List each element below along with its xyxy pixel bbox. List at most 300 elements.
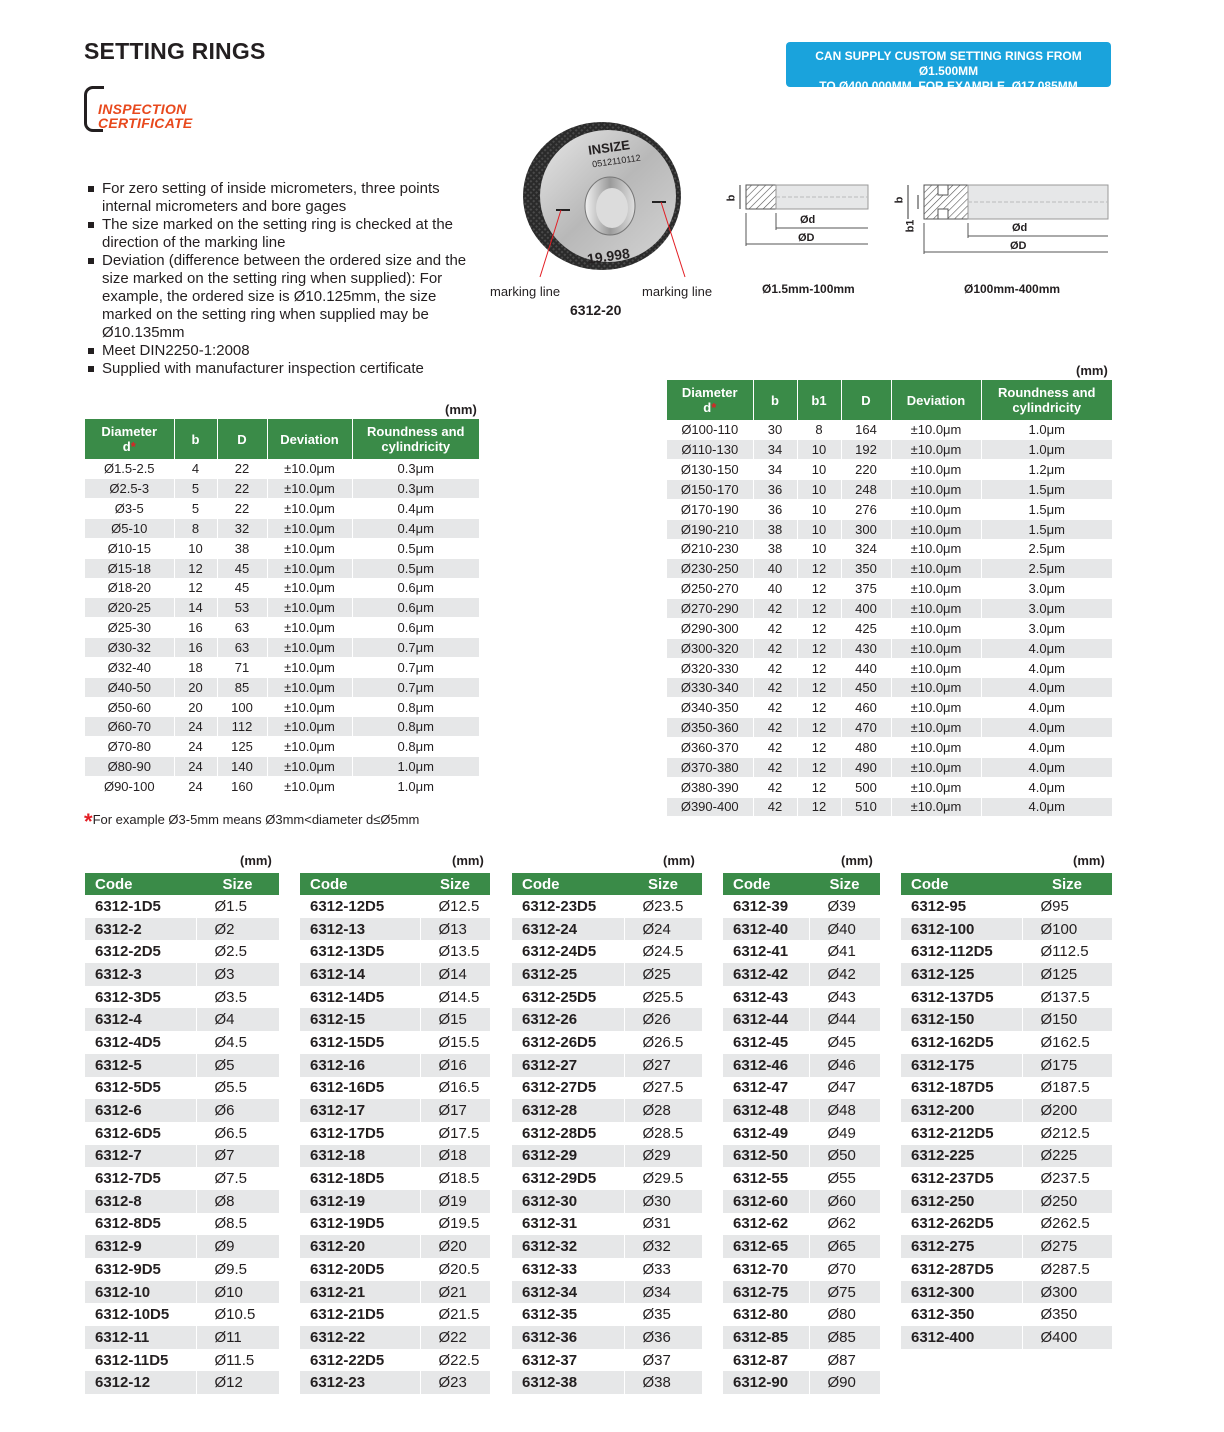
- product-size: Ø225: [1022, 1145, 1112, 1168]
- table-cell: Ø350-360: [667, 718, 753, 738]
- product-size: Ø350: [1022, 1303, 1112, 1326]
- table-row: [85, 940, 279, 963]
- table-row: [901, 986, 1112, 1009]
- table-row: [85, 697, 479, 717]
- table-row: [901, 940, 1112, 963]
- product-code: 6312-4D5: [85, 1031, 196, 1054]
- product-size: Ø112.5: [1022, 940, 1112, 963]
- table-row: [85, 1167, 279, 1190]
- product-size: Ø250: [1022, 1190, 1112, 1213]
- table-cell: ±10.0μm: [891, 499, 981, 519]
- table-cell: ±10.0μm: [267, 737, 352, 757]
- table-cell: Ø270-290: [667, 599, 753, 619]
- table-row: [667, 420, 1112, 440]
- table-cell: Ø25-30: [85, 618, 174, 638]
- table-row: [85, 459, 479, 479]
- table-row: [85, 499, 479, 519]
- product-code: 6312-85: [723, 1326, 809, 1349]
- table-cell: ±10.0μm: [891, 599, 981, 619]
- product-size: Ø55: [809, 1167, 880, 1190]
- product-code: 6312-90: [723, 1371, 809, 1394]
- table-row: [512, 1371, 702, 1394]
- marking-line-right-label: marking line: [642, 284, 713, 299]
- table-row: [300, 1054, 490, 1077]
- table-row: [723, 1099, 880, 1122]
- table-row: [512, 1349, 702, 1372]
- large-ring-dimension-drawing: [894, 180, 1114, 256]
- table-cell: ±10.0μm: [891, 797, 981, 817]
- product-size: Ø26: [624, 1008, 702, 1031]
- product-size: Ø25.5: [624, 986, 702, 1009]
- table-cell: 0.7μm: [352, 638, 479, 658]
- product-code: 6312-23D5: [512, 895, 624, 918]
- product-size: Ø23: [420, 1371, 490, 1394]
- table-row: [723, 1167, 880, 1190]
- product-size: Ø38: [624, 1371, 702, 1394]
- table-cell: 22: [217, 479, 267, 499]
- product-code: 6312-55: [723, 1167, 809, 1190]
- table-cell: 430: [841, 638, 891, 658]
- table-cell: 38: [753, 539, 797, 559]
- table-cell: ±10.0μm: [891, 480, 981, 500]
- table-row: [300, 1235, 490, 1258]
- table-row: [300, 1122, 490, 1145]
- table-row: [85, 1054, 279, 1077]
- table-cell: 300: [841, 519, 891, 539]
- table-cell: 0.7μm: [352, 657, 479, 677]
- table-cell: Ø330-340: [667, 678, 753, 698]
- table-cell: 1.0μm: [352, 777, 479, 797]
- product-size: Ø44: [809, 1008, 880, 1031]
- table-cell: 40: [753, 559, 797, 579]
- product-size: Ø5.5: [196, 1077, 279, 1100]
- table-row: [85, 657, 479, 677]
- table-cell: 71: [217, 657, 267, 677]
- product-code: 6312-49: [723, 1122, 809, 1145]
- product-size: Ø40: [809, 918, 880, 941]
- header-code: Code: [300, 873, 420, 895]
- header-D: D: [841, 380, 891, 420]
- table-cell: 38: [753, 519, 797, 539]
- table-row: [300, 1326, 490, 1349]
- product-size: Ø237.5: [1022, 1167, 1112, 1190]
- table-cell: ±10.0μm: [891, 519, 981, 539]
- table-cell: Ø10-15: [85, 538, 174, 558]
- table-row: [667, 519, 1112, 539]
- code-table-1: [85, 873, 279, 1394]
- banner-line-2: TO Ø400.000MM, FOR EXAMPLE, Ø17.085MM: [819, 79, 1078, 93]
- product-code: 6312-287D5: [901, 1258, 1022, 1281]
- table-cell: 12: [797, 698, 841, 718]
- product-size: Ø46: [809, 1054, 880, 1077]
- table-cell: 10: [797, 480, 841, 500]
- page-title: SETTING RINGS: [84, 38, 266, 64]
- table-cell: 4.0μm: [981, 797, 1112, 817]
- dim-b-label: b: [893, 196, 906, 204]
- table-row: [300, 986, 490, 1009]
- product-size: Ø7.5: [196, 1167, 279, 1190]
- product-code: 6312-27: [512, 1054, 624, 1077]
- table-cell: 10: [797, 499, 841, 519]
- table-row: [300, 963, 490, 986]
- table-row: [85, 1190, 279, 1213]
- ring-serial: 0512110112: [591, 152, 642, 170]
- table-row: [512, 1122, 702, 1145]
- table-cell: 63: [217, 618, 267, 638]
- table-cell: 12: [797, 638, 841, 658]
- product-code: 6312-60: [723, 1190, 809, 1213]
- figure-model-code: 6312-20: [570, 302, 622, 318]
- product-code: 6312-34: [512, 1281, 624, 1304]
- table-cell: 324: [841, 539, 891, 559]
- table-row: [300, 1008, 490, 1031]
- table-cell: 0.6μm: [352, 598, 479, 618]
- table-cell: ±10.0μm: [267, 499, 352, 519]
- product-size: Ø90: [809, 1371, 880, 1394]
- product-code: 6312-80: [723, 1303, 809, 1326]
- table-cell: Ø40-50: [85, 677, 174, 697]
- product-size: Ø21: [420, 1281, 490, 1304]
- table-row: [85, 1326, 279, 1349]
- table-cell: ±10.0μm: [891, 738, 981, 758]
- product-code: 6312-212D5: [901, 1122, 1022, 1145]
- product-size: Ø200: [1022, 1099, 1112, 1122]
- table-row: [300, 1349, 490, 1372]
- table-cell: 10: [174, 538, 217, 558]
- product-size: Ø4: [196, 1008, 279, 1031]
- table-cell: 4.0μm: [981, 698, 1112, 718]
- table-cell: 12: [797, 738, 841, 758]
- product-code: 6312-1D5: [85, 895, 196, 918]
- table-row: [512, 1281, 702, 1304]
- code-table-2: [300, 873, 490, 1394]
- product-size: Ø27: [624, 1054, 702, 1077]
- table-row: [901, 1167, 1112, 1190]
- table-row: [512, 1099, 702, 1122]
- table-row: [85, 1371, 279, 1394]
- table-row: [85, 918, 279, 941]
- table-row: [85, 895, 279, 918]
- footnote-star: *: [84, 809, 93, 834]
- product-size: Ø137.5: [1022, 986, 1112, 1009]
- product-size: Ø24.5: [624, 940, 702, 963]
- product-size: Ø28: [624, 1099, 702, 1122]
- table-row: [512, 1054, 702, 1077]
- table-row: [667, 499, 1112, 519]
- product-code: 6312-40: [723, 918, 809, 941]
- table-cell: Ø90-100: [85, 777, 174, 797]
- header-deviation: Deviation: [891, 380, 981, 420]
- table-row: [85, 1303, 279, 1326]
- table-row: [667, 777, 1112, 797]
- table-cell: ±10.0μm: [267, 598, 352, 618]
- table-row: [512, 1031, 702, 1054]
- product-code: 6312-26D5: [512, 1031, 624, 1054]
- table-cell: Ø60-70: [85, 717, 174, 737]
- product-size: Ø31: [624, 1213, 702, 1236]
- table-cell: 480: [841, 738, 891, 758]
- table-cell: 10: [797, 519, 841, 539]
- table-cell: 4.0μm: [981, 678, 1112, 698]
- product-code: 6312-62: [723, 1213, 809, 1236]
- table-cell: ±10.0μm: [891, 678, 981, 698]
- table-cell: 24: [174, 737, 217, 757]
- table-cell: 12: [797, 599, 841, 619]
- table-cell: ±10.0μm: [267, 459, 352, 479]
- table-cell: 490: [841, 757, 891, 777]
- product-code: 6312-25D5: [512, 986, 624, 1009]
- table-cell: 276: [841, 499, 891, 519]
- table-row: [667, 460, 1112, 480]
- table-cell: 16: [174, 618, 217, 638]
- table-row: [667, 599, 1112, 619]
- table-row: [85, 963, 279, 986]
- table-cell: 36: [753, 480, 797, 500]
- table-cell: 0.5μm: [352, 558, 479, 578]
- table-cell: 20: [174, 697, 217, 717]
- product-size: Ø37: [624, 1349, 702, 1372]
- table-cell: 20: [174, 677, 217, 697]
- table-cell: 220: [841, 460, 891, 480]
- product-code: 6312-48: [723, 1099, 809, 1122]
- table-cell: ±10.0μm: [267, 479, 352, 499]
- product-size: Ø65: [809, 1235, 880, 1258]
- product-size: Ø2.5: [196, 940, 279, 963]
- table-row: [723, 918, 880, 941]
- product-code: 6312-300: [901, 1281, 1022, 1304]
- product-code: 6312-275: [901, 1235, 1022, 1258]
- table-row: [667, 678, 1112, 698]
- table-row: [667, 618, 1112, 638]
- certificate-line-1: INSPECTION: [98, 101, 187, 117]
- footnote-text: For example Ø3-5mm means Ø3mm<diameter d≤Ø5mm: [92, 812, 420, 827]
- table-cell: 0.8μm: [352, 697, 479, 717]
- product-size: Ø162.5: [1022, 1031, 1112, 1054]
- product-size: Ø34: [624, 1281, 702, 1304]
- spec-table-small: [85, 419, 479, 797]
- table-row: [667, 539, 1112, 559]
- header-size: Size: [420, 873, 490, 895]
- product-code: 6312-3D5: [85, 986, 196, 1009]
- table-row: [85, 1008, 279, 1031]
- product-size: Ø28.5: [624, 1122, 702, 1145]
- table-row: [300, 1258, 490, 1281]
- table-cell: Ø100-110: [667, 420, 753, 440]
- table-cell: Ø360-370: [667, 738, 753, 758]
- table-cell: 42: [753, 777, 797, 797]
- table-cell: 5: [174, 499, 217, 519]
- product-code: 6312-9: [85, 1235, 196, 1258]
- product-code: 6312-137D5: [901, 986, 1022, 1009]
- product-size: Ø100: [1022, 918, 1112, 941]
- product-code: 6312-16: [300, 1054, 420, 1077]
- product-size: Ø8: [196, 1190, 279, 1213]
- table-cell: 0.8μm: [352, 737, 479, 757]
- table-cell: 192: [841, 440, 891, 460]
- table-row: [85, 618, 479, 638]
- dim-d-label: Ød: [1012, 222, 1028, 234]
- table-cell: 40: [753, 579, 797, 599]
- table-cell: 2.5μm: [981, 559, 1112, 579]
- table-cell: Ø230-250: [667, 559, 753, 579]
- product-size: Ø20: [420, 1235, 490, 1258]
- table-cell: ±10.0μm: [891, 559, 981, 579]
- table-row: [512, 1213, 702, 1236]
- product-size: Ø3.5: [196, 986, 279, 1009]
- table-row: [901, 1145, 1112, 1168]
- product-size: Ø15.5: [420, 1031, 490, 1054]
- table-row: [85, 519, 479, 539]
- product-size: Ø11.5: [196, 1349, 279, 1372]
- code-table-5: [901, 873, 1112, 1349]
- table-row: [85, 1235, 279, 1258]
- product-code: 6312-20: [300, 1235, 420, 1258]
- table-cell: ±10.0μm: [267, 578, 352, 598]
- product-size: Ø43: [809, 986, 880, 1009]
- product-size: Ø19: [420, 1190, 490, 1213]
- product-size: Ø6.5: [196, 1122, 279, 1145]
- table-cell: 10: [797, 440, 841, 460]
- product-size: Ø287.5: [1022, 1258, 1112, 1281]
- table-cell: ±10.0μm: [891, 777, 981, 797]
- product-code: 6312-18: [300, 1145, 420, 1168]
- table-cell: ±10.0μm: [267, 558, 352, 578]
- product-size: Ø5: [196, 1054, 279, 1077]
- table-cell: 160: [217, 777, 267, 797]
- table-row: [667, 698, 1112, 718]
- large-range-caption: Ø100mm-400mm: [964, 282, 1061, 296]
- product-size: Ø262.5: [1022, 1213, 1112, 1236]
- table-row: [723, 940, 880, 963]
- table-cell: Ø2.5-3: [85, 479, 174, 499]
- product-size: Ø70: [809, 1258, 880, 1281]
- table-cell: 1.5μm: [981, 480, 1112, 500]
- table-cell: 3.0μm: [981, 599, 1112, 619]
- table-cell: 248: [841, 480, 891, 500]
- table-cell: ±10.0μm: [267, 697, 352, 717]
- header-code: Code: [901, 873, 1022, 895]
- table-row: [901, 1258, 1112, 1281]
- table-cell: Ø210-230: [667, 539, 753, 559]
- product-code: 6312-5D5: [85, 1077, 196, 1100]
- product-size: Ø12.5: [420, 895, 490, 918]
- table-row: [512, 1326, 702, 1349]
- table-cell: 22: [217, 459, 267, 479]
- table-row: [723, 1326, 880, 1349]
- table-cell: Ø18-20: [85, 578, 174, 598]
- table-cell: ±10.0μm: [267, 519, 352, 539]
- table-row: [723, 986, 880, 1009]
- product-size: Ø4.5: [196, 1031, 279, 1054]
- table-cell: 460: [841, 698, 891, 718]
- table-row: [723, 1122, 880, 1145]
- table-row: [723, 1371, 880, 1394]
- product-size: Ø36: [624, 1326, 702, 1349]
- table-row: [85, 1122, 279, 1145]
- product-size: Ø50: [809, 1145, 880, 1168]
- product-code: 6312-24: [512, 918, 624, 941]
- product-code: 6312-95: [901, 895, 1022, 918]
- table-row: [300, 1099, 490, 1122]
- product-size: Ø33: [624, 1258, 702, 1281]
- table-row: [723, 1213, 880, 1236]
- unit-label: (mm): [240, 853, 272, 868]
- table-cell: 125: [217, 737, 267, 757]
- table-cell: ±10.0μm: [891, 420, 981, 440]
- product-size: Ø35: [624, 1303, 702, 1326]
- header-b: b: [174, 419, 217, 459]
- product-code: 6312-11D5: [85, 1349, 196, 1372]
- product-size: Ø26.5: [624, 1031, 702, 1054]
- table-row: [300, 1145, 490, 1168]
- table-cell: 12: [174, 578, 217, 598]
- product-size: Ø23.5: [624, 895, 702, 918]
- product-code: 6312-10: [85, 1281, 196, 1304]
- table-cell: ±10.0μm: [891, 698, 981, 718]
- table-row: [901, 918, 1112, 941]
- table-cell: 42: [753, 618, 797, 638]
- table-row: [85, 578, 479, 598]
- product-code: 6312-50: [723, 1145, 809, 1168]
- dim-b-label: b: [725, 194, 738, 202]
- product-code: 6312-14: [300, 963, 420, 986]
- table-cell: Ø170-190: [667, 499, 753, 519]
- footnote: [84, 804, 420, 834]
- table-row: [667, 480, 1112, 500]
- table-row: [667, 797, 1112, 817]
- table-cell: Ø110-130: [667, 440, 753, 460]
- table-row: [85, 1031, 279, 1054]
- table-cell: 12: [797, 559, 841, 579]
- table-row: [901, 895, 1112, 918]
- table-row: [300, 1077, 490, 1100]
- product-code: 6312-400: [901, 1326, 1022, 1349]
- product-code: 6312-150: [901, 1008, 1022, 1031]
- table-row: [300, 1031, 490, 1054]
- table-cell: 4: [174, 459, 217, 479]
- table-cell: Ø20-25: [85, 598, 174, 618]
- table-cell: Ø5-10: [85, 519, 174, 539]
- table-cell: Ø190-210: [667, 519, 753, 539]
- product-code: 6312-12: [85, 1371, 196, 1394]
- table-cell: 36: [753, 499, 797, 519]
- product-code: 6312-19: [300, 1190, 420, 1213]
- product-size: Ø39: [809, 895, 880, 918]
- table-row: [723, 963, 880, 986]
- table-cell: 12: [797, 658, 841, 678]
- table-row: [667, 440, 1112, 460]
- header-b: b: [753, 380, 797, 420]
- table-cell: 3.0μm: [981, 579, 1112, 599]
- product-size: Ø17.5: [420, 1122, 490, 1145]
- header-deviation: Deviation: [267, 419, 352, 459]
- product-code: 6312-26: [512, 1008, 624, 1031]
- product-code: 6312-2: [85, 918, 196, 941]
- product-size: Ø29.5: [624, 1167, 702, 1190]
- product-code: 6312-22D5: [300, 1349, 420, 1372]
- table-cell: 42: [753, 738, 797, 758]
- table-cell: 400: [841, 599, 891, 619]
- product-code: 6312-70: [723, 1258, 809, 1281]
- table-row: [300, 1167, 490, 1190]
- product-size: Ø87: [809, 1349, 880, 1372]
- table-cell: Ø290-300: [667, 618, 753, 638]
- product-size: Ø29: [624, 1145, 702, 1168]
- product-size: Ø75: [809, 1281, 880, 1304]
- table-cell: 24: [174, 777, 217, 797]
- table-cell: Ø150-170: [667, 480, 753, 500]
- table-cell: 450: [841, 678, 891, 698]
